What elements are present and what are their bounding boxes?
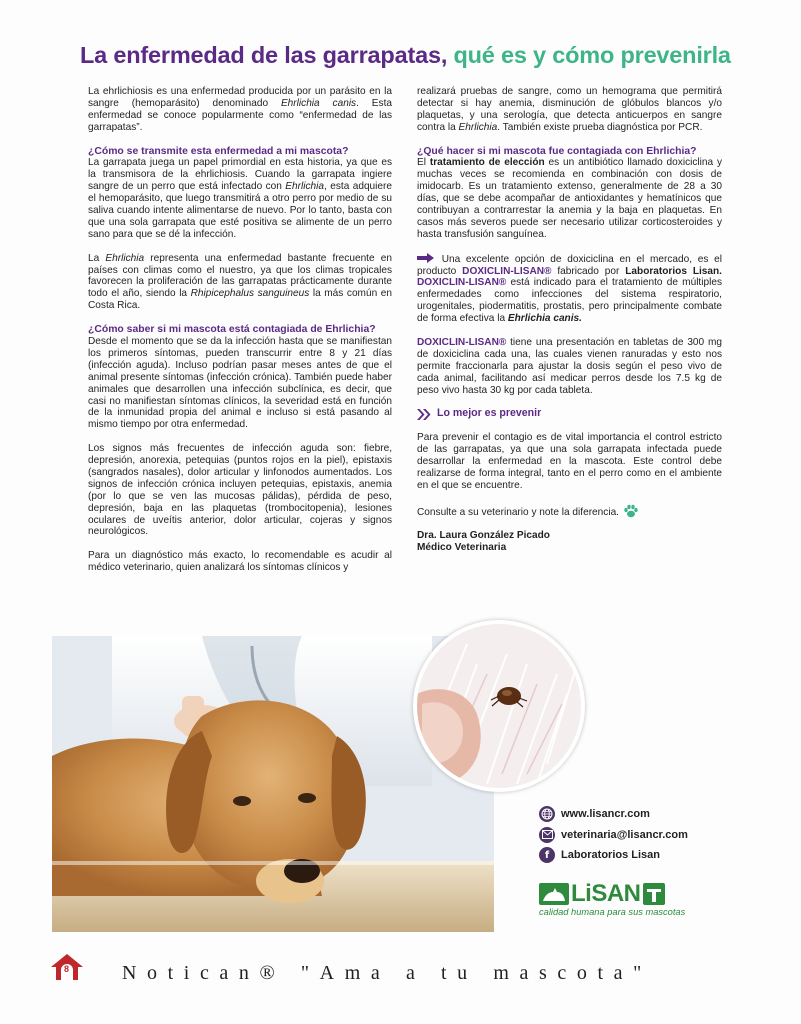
website-row[interactable] [539,804,688,825]
transmission-paragraph: La garrapata juega un papel primordial en esta historia, ya que es la transmisora de la ehrlichiosis. Cuando la garrapata ingiere sangre de un perro que está infectado con Ehrlichia, esta adquiere el hemoparásito, que luego transmitirá a otro perro por medio de su saliva cuando intente alimentarse de nuevo. Por lo tanto, basta con que una sola garrapata que esté positiva se alimente de un perro sano para que se dé la infección. [88,157,392,240]
lisan-logo [539,882,699,922]
article-title [80,42,740,69]
page-number: 8 [64,964,70,974]
product-paragraph: Una excelente opción de doxiciclina en el mercado, es el producto DOXICLIN-LISAN® fabricado por Laboratorios Lisan. DOXICLIN-LISAN® está indicado para el tratamiento de múltiples enfermedades como infecciones del sistema respiratorio, urogenitales, piodermatitis, prostatis, pero principalmente combate de forma efectiva la Ehrlichia canis. [417,253,722,325]
logo-cat-dog-mark [539,883,569,905]
blood-tests-paragraph: realizará pruebas de sangre, como un hemograma que permitirá detectar si hay anemia, disminución de glóbulos blancos y/o plaquetas, y una serología, que detecta anticuerpos en sangre contra la Ehrlichia. También existe prueba diagnóstica por PCR. [417,86,722,133]
envelope-icon [539,827,555,843]
prevention-subheading: Lo mejor es prevenir [417,408,722,420]
diagnosis-paragraph: Para un diagnóstico más exacto, lo recomendable es acudir al médico veterinario, quien analizará los síntomas clínicos y [88,550,392,574]
section-heading-diagnosis: ¿Cómo saber si mi mascota está contagiada de Ehrlichia? [88,324,376,336]
signature-name: Dra. Laura González Picado [417,530,550,542]
magazine-footer: Notican® "Ama a tu mascota" [122,962,652,984]
consult-line: Consulte a su veterinario y note la diferencia. [417,504,722,519]
logo-tagline: calidad humana para sus mascotas [539,907,686,917]
symptoms-onset-paragraph: Desde el momento que se da la infección hasta que se manifiestan los primeros síntomas, pueden transcurrir entre 8 y 21 días (infección aguda). Incluso podrían pasar meses antes de que el animal presente síntomas (infección crónica). También puede haber animales que desarrollen una infección subclínica, es decir, que casi no manifiestan síntomas clínicos, la severidad está en función de la inmunidad propia del animal e incluso si está pasando al mismo tiempo por otra enfermedad. [88,335,392,431]
website-link[interactable]: www.lisancr.com [561,808,650,821]
treatment-paragraph: El tratamiento de elección es un antibiótico llamado doxiciclina y muchas veces se recomienda en combinación con dosis de imidocarb. Es un tratamiento extenso, generalmente de 28 a 30 días, que se debe acompañar de antioxidantes y hematínicos que contribuyan a contrarrestar la anemia y la baja en plaquetas. En casos más severos puede ser necesario utilizar corticosteroides y hasta transfusión sanguínea. [417,157,723,240]
facebook-icon: f [539,847,555,863]
frequency-paragraph: La Ehrlichia representa una enfermedad bastante frecuente en países con climas como el nuestro, ya que los climas tropicales favorecen la proliferación de las garrapatas prácticamente durante todo el año, siendo la Rhipicephalus sanguineus la más común en Costa Rica. [88,252,392,312]
paw-icon [623,504,639,518]
title-part-1: La enfermedad de las garrapatas, [80,42,448,68]
contact-block [539,804,688,866]
globe-icon [539,806,555,822]
right-column [417,86,722,554]
signs-paragraph: Los signos más frecuentes de infección aguda son: fiebre, depresión, anorexia, petequias (puntos rojos en la piel), epistaxis (sangrados nasales), dolor articular y linfonodos aumentados. Los signos de infección crónica incluyen petequias, epistaxis, anemia (por lo que se ven las mucosas pálidas), pérdida de peso, depresión, baja en las plaquetas (trombocitopenia), lesiones oculares de uveítis anterior, dolor articular, cojeras y signos neurológicos. [88,443,392,538]
presentation-paragraph: DOXICLIN-LISAN® tiene una presentación en tabletas de 300 mg de doxiciclina cada una, las cuales vienen ranuradas y esto nos permite fraccionarla para ajustar la dosis según el peso vivo de cada animal, facilitando así medicar perros desde los 7.5 kg de peso vivo hasta 30 kg por cada tableta. [417,336,722,396]
tick-closeup-photo [413,620,585,792]
left-column [88,86,392,574]
email-row[interactable] [539,825,688,846]
facebook-row[interactable] [539,845,688,866]
logo-wordmark: LiSAN [571,880,641,907]
intro-paragraph: La ehrlichiosis es una enfermedad producida por un parásito en la sangre (hemoparásito) denominado Ehrlichia canis. Esta enfermedad se conoce popularmente como “enfermedad de las garrapatas”. [88,86,392,133]
prevention-paragraph: Para prevenir el contagio es de vital importancia el control estricto de las garrapatas, ya que una sola garrapata infectada puede desarrollar la enfermedad en la mascota. Este control debe realizarse de forma integral, tanto en el perro como en el ambiente en el que se encuentre. [417,432,722,491]
arrow-right-icon [417,253,434,263]
section-heading-treatment: ¿Qué hacer si mi mascota fue contagiada con Ehrlichia? [417,145,697,157]
double-chevron-icon [417,409,431,420]
signature-title: Médico Veterinaria [417,542,507,554]
logo-square-mark [643,883,665,905]
section-heading-transmission: ¿Cómo se transmite esta enfermedad a mi mascota? [88,145,349,157]
facebook-link[interactable]: Laboratorios Lisan [561,849,661,862]
page-number-badge [50,953,84,981]
title-part-2: qué es y cómo prevenirla [447,42,731,68]
email-link[interactable]: veterinaria@lisancr.com [561,828,688,841]
